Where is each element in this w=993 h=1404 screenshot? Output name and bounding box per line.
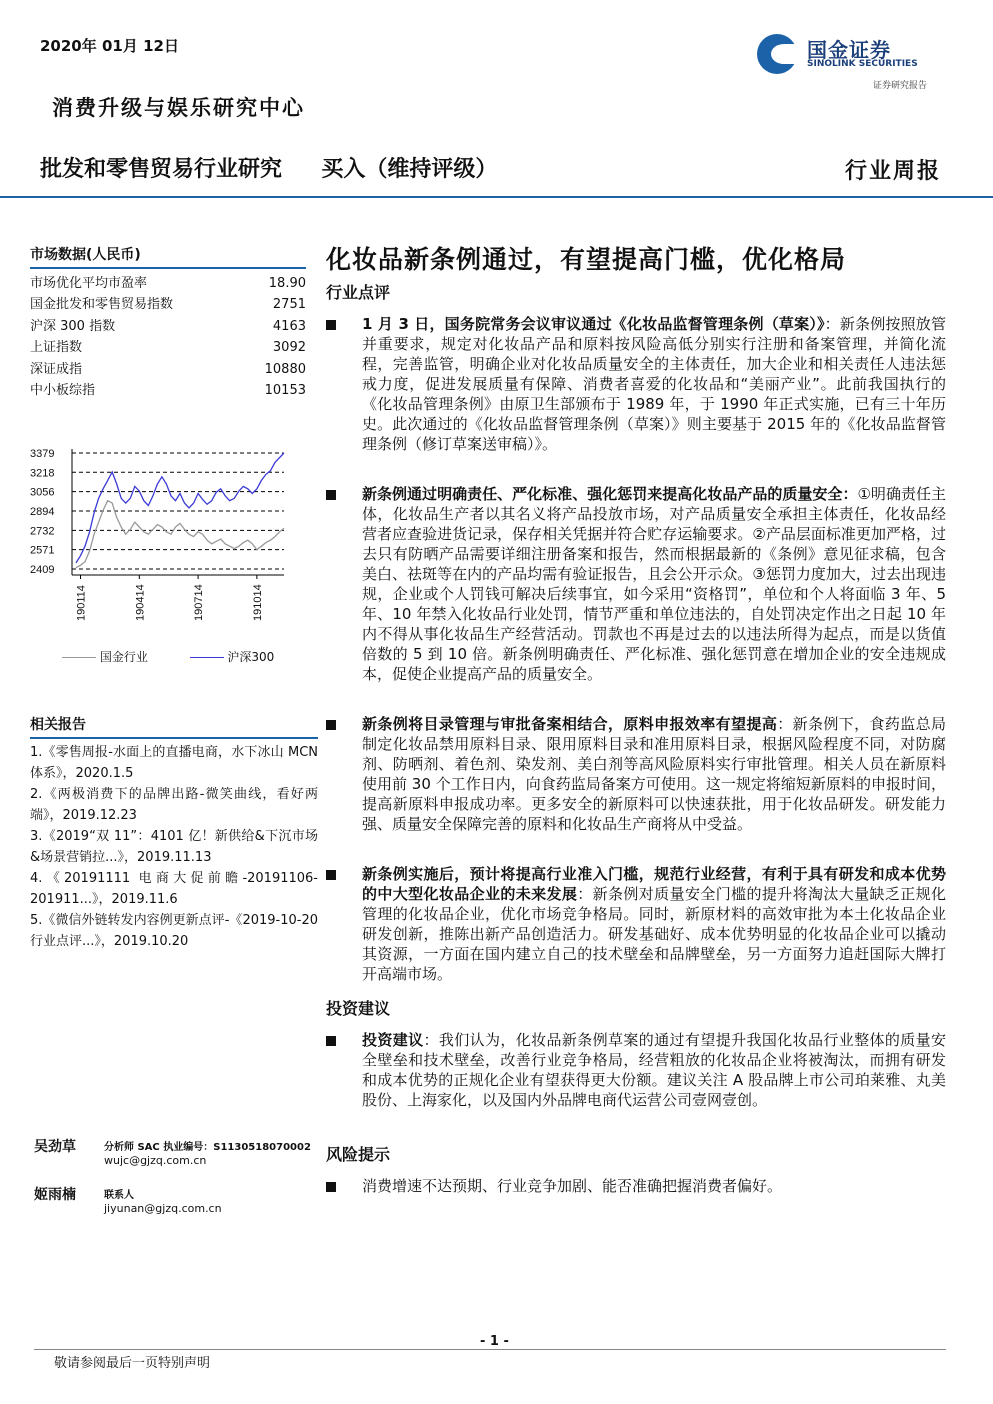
market-row-label: 中小板综指	[30, 382, 96, 398]
related-report-item[interactable]: 3.《2019“双 11”：4101 亿！新供给&下沉市场&场景营销拉...》，2019.11.13	[30, 829, 318, 865]
market-row	[30, 316, 306, 337]
bullet-icon	[326, 490, 336, 500]
y-tick-label: 2732	[30, 525, 55, 538]
bullet-icon	[326, 1182, 336, 1192]
analyst-email[interactable]: jiyunan@gjzq.com.cn	[104, 1202, 222, 1215]
analyst-name: 吴劲草	[34, 1139, 76, 1155]
y-tick-label: 2409	[30, 564, 55, 576]
related-reports	[30, 714, 318, 953]
market-row	[30, 380, 306, 401]
series-line-hs300	[76, 453, 284, 563]
industry-title-row	[40, 152, 497, 183]
market-row	[30, 273, 306, 294]
analyst-name: 姬雨楠	[34, 1187, 76, 1203]
p3-lead: 新条例将目录管理与审批备案相结合，原料申报效率有望提高	[362, 715, 778, 733]
legend-line-industry	[62, 657, 96, 658]
section-risk: 风险提示	[326, 1145, 391, 1164]
x-tick-label: 190714	[193, 584, 206, 621]
paragraph-3	[326, 714, 946, 834]
market-row-value: 3092	[272, 340, 306, 356]
y-tick-label: 2571	[30, 544, 55, 557]
analyst-1	[34, 1136, 314, 1176]
p2-text: ①明确责任主体，化妆品生产者以其名义将产品投放市场，对产品质量安全承担主体责任，化妆品经营者应查验进货记录，保存相关凭据并符合贮存运输要求。②产品层面标准更加严格，过去只有防晒产品需要详细注册备案和报告，然而根据最新的《条例》意见征求稿，包含美白、祛斑等在内的产品均需有验证报告，且会公开示众。③惩罚力度加大，过去出现违规，企业或个人罚钱可解决后续事宜，如今采用“资格罚”，单位和个人将面临 3 年、5 年、10 年禁入化妆品行业处罚，情节严重和单位违法的，自处罚决定作出之日起 10 年内不得从事化妆品生产经营活动。罚款也不再是过去的以违法所得为起点，而是以货值倍数的 5 到 10 倍。新条例明确责任、严化标准、强化惩罚意在增加企业的安全违规成本，促使企业提高产品的质量安全。	[362, 485, 946, 683]
market-data-panel	[30, 244, 306, 401]
company-logo	[757, 32, 947, 94]
market-row	[30, 294, 306, 315]
p6-text: 消费增速不达预期、行业竞争加剧、能否准确把握消费者偏好。	[362, 1177, 783, 1195]
p4-text: ：新条例对质量安全门槛的提升将淘汰大量缺乏正规化管理的化妆品企业，优化市场竞争格局。同时，新原材料的高效审批为本土化妆品企业研发创新，推陈出新产品创造活力。研发基础好、成本优势明显的化妆品企业可以撬动其资源，一方面在国内建立自己的技术壁垒和品牌壁垒，另一方面努力追赶国际大牌打开高端市场。	[362, 885, 946, 983]
report-date: 2020年 01月 12日	[40, 37, 179, 55]
p1-lead: 1 月 3 日，国务院常务会议审议通过《化妆品监督管理条例（草案）》	[362, 315, 825, 333]
market-row-label: 国金批发和零售贸易指数	[30, 297, 174, 313]
p3-text: ：新条例下，食药监总局制定化妆品禁用原料目录、限用原料目录和准用原料目录，根据风险程度不同，对防腐剂、防晒剂、着色剂、染发剂、美白剂等高风险原料实行审批管理。相关人员在新原料使用前 30 个工作日内，向食药监局备案方可使用。这一规定将缩短新原料的申报时间，提高新原料申报成功率。更多安全的新原料可以快速获批，用于化妆品研发。研发能力强、质量安全保障完善的原料和化妆品生产商将从中受益。	[362, 715, 946, 833]
analyst-2	[34, 1184, 314, 1224]
market-row-value: 18.90	[268, 276, 306, 291]
main-title: 化妆品新条例通过，有望提高门槛，优化格局	[326, 245, 847, 274]
paragraph-2	[326, 484, 946, 684]
bullet-icon	[326, 1036, 336, 1046]
related-reports-title: 相关报告	[30, 714, 318, 739]
footer-divider	[34, 1349, 946, 1350]
y-tick-label: 3056	[30, 486, 55, 499]
market-row-label: 深证成指	[30, 361, 83, 377]
legend-hs300: 沪深300	[227, 650, 275, 664]
bullet-icon	[326, 320, 336, 330]
paragraph-1	[326, 314, 946, 454]
bullet-icon	[326, 870, 336, 880]
logo-sub: 证券研究报告	[873, 81, 928, 91]
legend-industry: 国金行业	[99, 650, 148, 664]
market-data-rows	[30, 273, 306, 401]
index-chart-svg	[28, 440, 298, 640]
market-row	[30, 359, 306, 380]
bullet-icon	[326, 720, 336, 730]
analyst-role: 联系人	[104, 1190, 134, 1201]
paragraph-4	[326, 864, 946, 984]
footer-note: 敬请参阅最后一页特别声明	[54, 1356, 211, 1371]
logo-mark-icon	[757, 34, 797, 74]
y-tick-label: 3379	[30, 448, 55, 460]
logo-en: SINOLINK SECURITIES	[807, 59, 918, 69]
market-row-value: 10153	[264, 382, 306, 398]
related-reports-list	[30, 743, 318, 952]
market-row-value: 10880	[264, 361, 306, 377]
related-report-item[interactable]: 2.《两极消费下的品牌出路-微笑曲线，看好两端》，2019.12.23	[30, 787, 318, 823]
related-report-item[interactable]: 5.《微信外链转发内容例更新点评-《2019-10-20 行业点评...》，2019.10.20	[30, 913, 318, 949]
header-divider	[0, 196, 993, 198]
chart-legend	[62, 648, 312, 665]
logo-cn: 国金证券	[807, 38, 891, 62]
industry-title: 批发和零售贸易行业研究	[40, 157, 283, 182]
market-row-value: 2751	[272, 297, 306, 313]
index-chart	[28, 440, 298, 640]
y-tick-label: 3218	[30, 467, 55, 480]
x-tick-label: 190414	[134, 584, 147, 621]
p2-lead: 新条例通过明确责任、严化标准、强化惩罚来提高化妆品产品的质量安全：	[362, 485, 858, 503]
market-data-title: 市场数据(人民币)	[30, 244, 306, 269]
x-tick-label: 190114	[75, 585, 88, 621]
market-row-value: 4163	[272, 318, 306, 334]
market-row-label: 市场优化平均市盈率	[30, 276, 148, 291]
p5-lead: 投资建议	[362, 1031, 424, 1049]
p4-lead: 新条例实施后，预计将提高行业准入门槛，规范行业经营，有利于具有研发和成本优势的中大型化妆品企业的未来发展	[362, 865, 946, 903]
section-investment: 投资建议	[326, 999, 391, 1018]
p1-text: ：新条例按照放管并重要求，规定对化妆品产品和原料按风险高低分别实行注册和备案管理，并简化流程，完善监管，明确企业对化妆品质量安全的主体责任，加大企业和相关责任人违法惩戒力度，促进发展质量有保障、消费者喜爱的化妆品和“美丽产业”。此前我国执行的《化妆品管理条例》由原卫生部颁布于 1989 年，于 1990 年正式实施，已有三十年历史。此次通过的《化妆品监督管理条例（草案）》则主要基于 2015 年的《化妆品监督管理条例（修订草案送审稿）》。	[362, 315, 946, 453]
market-row	[30, 337, 306, 358]
legend-line-hs300	[190, 657, 224, 658]
x-tick-label: 191014	[251, 584, 264, 621]
paragraph-5	[326, 1030, 946, 1110]
analyst-role: 分析师 SAC 执业编号：S1130518070002	[104, 1142, 311, 1153]
market-row-label: 上证指数	[30, 340, 83, 356]
related-report-item[interactable]: 1.《零售周报-水面上的直播电商，水下冰山 MCN 体系》，2020.1.5	[30, 745, 318, 781]
rating: 买入（维持评级）	[321, 157, 498, 182]
report-type: 行业周报	[844, 159, 941, 184]
y-tick-label: 2894	[30, 506, 55, 518]
research-center: 消费升级与娱乐研究中心	[52, 96, 305, 120]
market-row-label: 沪深 300 指数	[30, 318, 116, 334]
related-report-item[interactable]: 4.《20191111 电商大促前瞻-20191106-201911...》，2019.11.6	[30, 871, 318, 907]
p5-text: ：我们认为，化妆品新条例草案的通过有望提升我国化妆品行业整体的质量安全壁垒和技术壁垒，改善行业竞争格局，经营粗放的化妆品企业将被淘汰，而拥有研发和成本优势的正规化企业有望获得更大份额。建议关注 A 股品牌上市公司珀莱雅、丸美股份、上海家化，以及国内外品牌电商代运营公司壹网壹创。	[362, 1031, 946, 1109]
paragraph-6	[326, 1176, 946, 1196]
page-number: - 1 -	[480, 1334, 509, 1349]
analyst-email[interactable]: wujc@gjzq.com.cn	[104, 1154, 207, 1167]
section-industry-comment: 行业点评	[326, 283, 391, 302]
